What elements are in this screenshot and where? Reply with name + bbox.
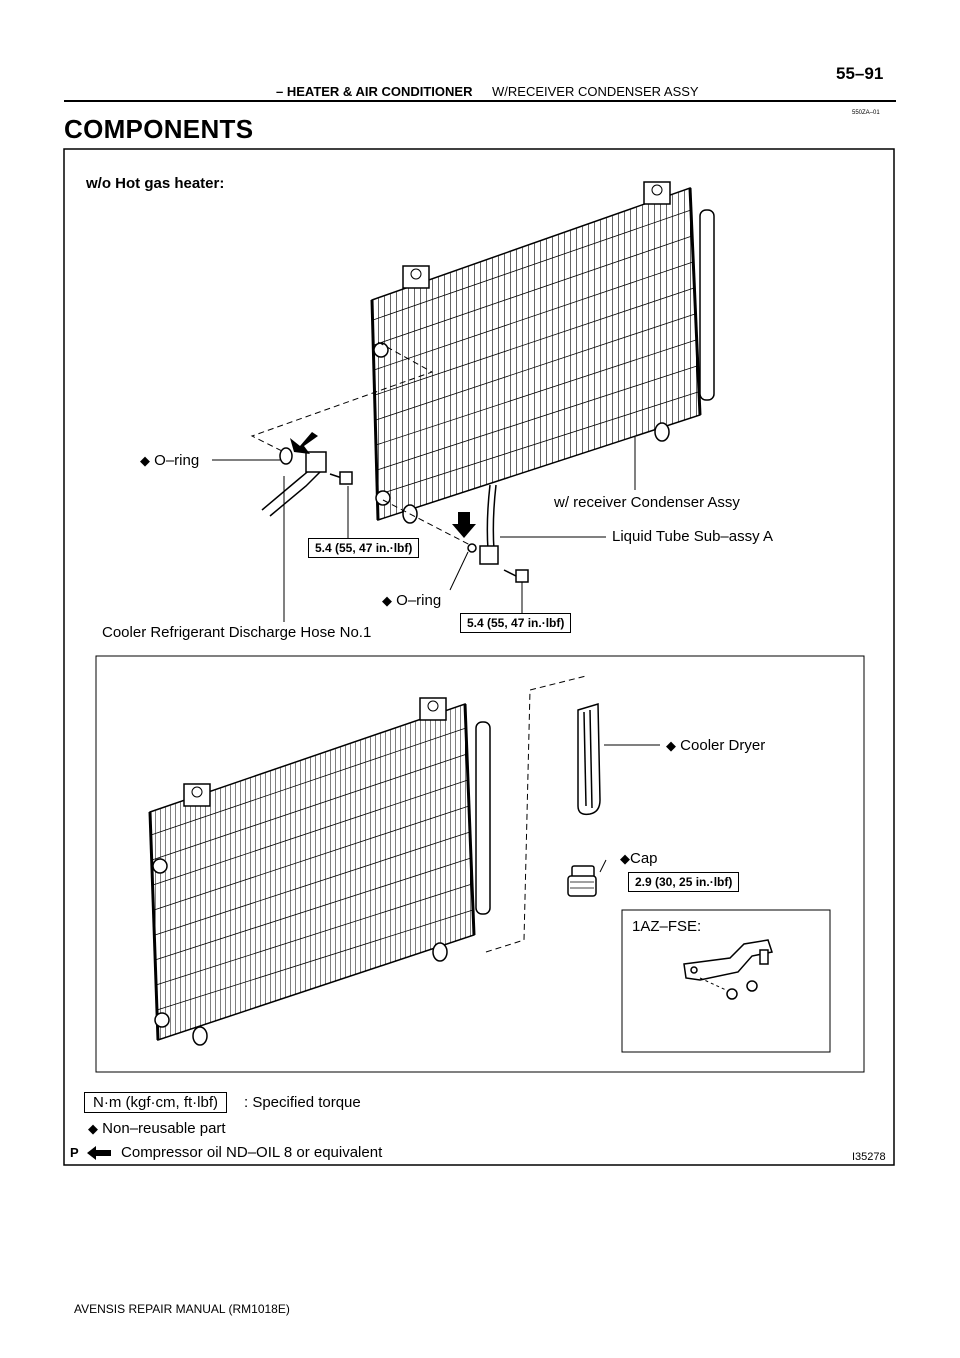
- liquid-tube: [468, 485, 528, 582]
- diamond-icon: ◆: [88, 1121, 98, 1136]
- footer-manual: AVENSIS REPAIR MANUAL (RM1018E): [74, 1302, 290, 1316]
- discharge-hose: [262, 448, 352, 516]
- torque-spec-1: 5.4 (55, 47 in.·lbf): [308, 538, 419, 558]
- page-number: 55–91: [836, 64, 884, 83]
- label-discharge-hose: Cooler Refrigerant Discharge Hose No.1: [102, 624, 372, 641]
- header-section: – HEATER & AIR CONDITIONER: [276, 84, 473, 99]
- legend-oil: P Compressor oil ND–OIL 8 or equivalent: [70, 1144, 383, 1161]
- diamond-icon: ◆: [382, 593, 392, 608]
- header-subsection: W/RECEIVER CONDENSER ASSY: [492, 84, 699, 99]
- upper-condenser: [372, 182, 714, 523]
- cap-leader: [600, 860, 606, 872]
- label-engine-variant: 1AZ–FSE:: [632, 918, 702, 935]
- diamond-icon: ◆: [140, 453, 150, 468]
- figure-id: I35278: [852, 1151, 886, 1163]
- legend-non-reusable: ◆ Non–reusable part: [88, 1120, 226, 1137]
- legend-torque-unit: N·m (kgf·cm, ft·lbf): [84, 1092, 227, 1113]
- label-condenser: w/ receiver Condenser Assy: [554, 494, 740, 511]
- ref-code: 550ZA–01: [852, 110, 880, 116]
- label-oring-2: ◆ O–ring: [382, 592, 442, 609]
- legend-torque-desc: : Specified torque: [244, 1094, 361, 1111]
- lower-condenser: [150, 698, 490, 1045]
- dryer-assembly-line: [486, 676, 586, 952]
- label-oring-1: ◆ O–ring: [140, 452, 200, 469]
- label-liquid-tube: Liquid Tube Sub–assy A: [612, 528, 773, 545]
- label-cooler-dryer: ◆ Cooler Dryer: [666, 737, 766, 754]
- cooler-dryer: [578, 704, 600, 814]
- corner-mark: P: [70, 1145, 79, 1160]
- diamond-icon: ◆: [620, 851, 630, 866]
- diamond-icon: ◆: [666, 738, 676, 753]
- top-caption: w/o Hot gas heater:: [86, 175, 225, 192]
- cap: [568, 866, 596, 896]
- label-cap: ◆Cap: [620, 850, 658, 867]
- torque-spec-3: 2.9 (30, 25 in.·lbf): [628, 872, 739, 892]
- torque-spec-2: 5.4 (55, 47 in.·lbf): [460, 613, 571, 633]
- page-title: COMPONENTS: [64, 114, 254, 144]
- oil-arrow-icon: [87, 1146, 111, 1160]
